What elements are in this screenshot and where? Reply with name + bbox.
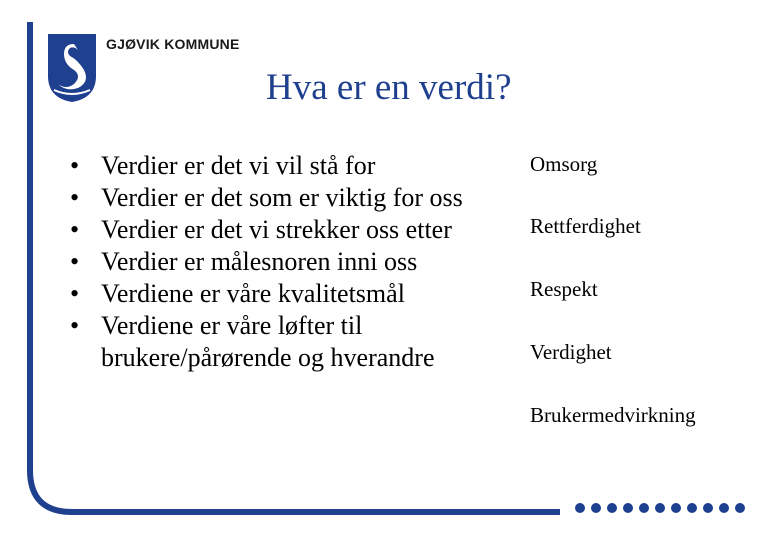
bullet-marker: • [70,151,80,180]
bullet-marker: • [70,247,80,276]
value-item: Rettferdighet [530,214,641,238]
value-item: Omsorg [530,152,598,176]
bullet-marker: • [70,279,80,308]
bullet-item [70,214,510,246]
value-item: Respekt [530,277,598,301]
organization-name: GJØVIK KOMMUNE [106,36,240,52]
value-item: Verdighet [530,340,612,364]
bullet-list [70,150,510,374]
dot-row-decoration [572,500,752,516]
bullet-text: Verdier er det vi strekker oss etter [101,215,452,244]
slide-title: Hva er en verdi? [266,67,512,108]
bullet-text: Verdiene er våre kvalitetsmål [101,279,405,308]
swan-logo-icon [44,30,100,104]
bullet-marker: • [70,311,80,340]
bullet-text: Verdier er det vi vil stå for [101,151,376,180]
bullet-item [70,310,510,374]
bullet-item [70,246,510,278]
bullet-marker: • [70,183,80,212]
bullet-item [70,278,510,310]
bullet-marker: • [70,215,80,244]
bullet-text: Verdiene er våre løfter til brukere/pårørende og hverandre [101,311,435,372]
bullet-text: Verdier er det som er viktig for oss [101,183,463,212]
bullet-text: Verdier er målesnoren inni oss [101,247,418,276]
value-item: Brukermedvirkning [530,403,696,427]
bullet-item [70,182,510,214]
bullet-item [70,150,510,182]
